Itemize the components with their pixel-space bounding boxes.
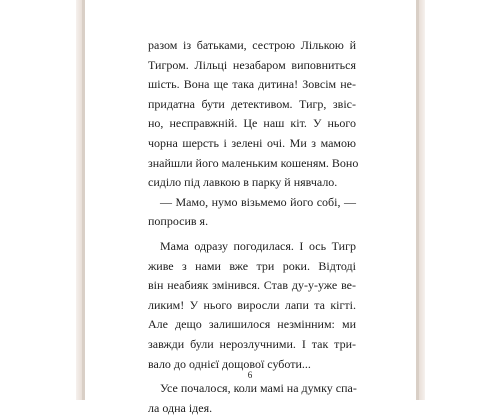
text-line: він неабияк змінився. Став ду-у-уже ве- [148, 278, 356, 293]
page-edge-right [419, 0, 425, 400]
text-line: завжди були нерозлучними. І так три- [148, 336, 356, 351]
text-line: ла одна ідея. [148, 400, 213, 415]
text-line: Але дещо залишилося незмінним: ми [148, 317, 356, 332]
text-line: живе з нами вже три роки. Відтоді [148, 258, 356, 273]
text-line: Тигром. Лільці незабаром виповниться [148, 57, 356, 72]
text-line: Усе почалося, коли мамі на думку спа- [160, 381, 357, 396]
text-line: но, несправжній. Це наш кіт. У нього [148, 116, 356, 131]
text-line: — Мамо, нумо візьмемо його собі, — [160, 194, 356, 209]
text-line: знайшли його маленьким кошеням. Воно [148, 155, 359, 170]
text-line: чорна шерсть і зелені очі. Ми з мамою [148, 135, 356, 150]
text-line: вало до однієї дощової суботи... [148, 356, 311, 371]
text-line: Мама одразу погодилася. І ось Тигр [160, 238, 356, 253]
page-text [148, 36, 359, 418]
text-line: шість. Вона ще така дитина! Зовсім не- [148, 77, 356, 92]
text-line: ликим! У нього виросли лапи та кігті. [148, 297, 356, 312]
text-line: разом із батьками, сестрою Лількою й [148, 38, 356, 52]
text-line: придатна бути детективом. Тигр, звіс- [148, 96, 356, 111]
page-number: 6 [247, 370, 253, 380]
text-line: сиділо під лавкою в парку й нявчало. [148, 175, 338, 190]
text-line: попросив я. [148, 214, 209, 229]
